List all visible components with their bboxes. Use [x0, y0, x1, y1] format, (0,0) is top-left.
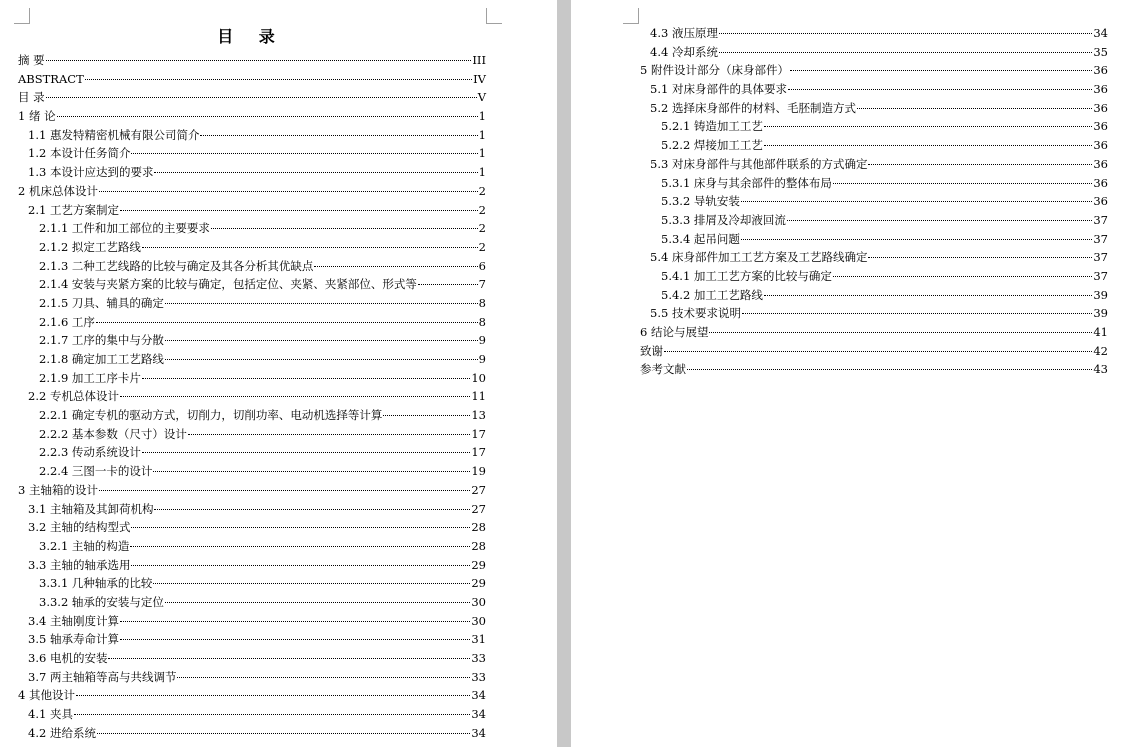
toc-dot-leader: [833, 183, 1092, 184]
toc-entry-title: 2.1.4 安装与夹紧方案的比较与确定，包括定位、夹紧、夹紧部位、形式等: [39, 277, 417, 292]
toc-dot-leader: [99, 191, 478, 192]
toc-dot-leader: [165, 340, 478, 341]
toc-entry[interactable]: [18, 556, 486, 575]
toc-entry-page-number: 9: [478, 352, 486, 366]
toc-entry[interactable]: [18, 518, 486, 537]
toc-dot-leader: [868, 164, 1092, 165]
toc-entry[interactable]: [18, 70, 486, 89]
toc-entry-page-number: 10: [471, 370, 486, 385]
toc-entry-title: 5.4.1 加工工艺方案的比较与确定: [661, 268, 832, 283]
toc-entry-title: 2.1.7 工序的集中与分散: [39, 333, 164, 348]
crop-mark-top-left: [14, 8, 30, 24]
toc-entry-page-number: 13: [471, 408, 486, 423]
toc-entry-title: 2.2.3 传动系统设计: [39, 445, 141, 460]
toc-dot-leader: [120, 621, 470, 622]
crop-mark-top-left: [623, 8, 639, 24]
toc-entry-title: 目 录: [18, 90, 45, 105]
toc-dot-leader: [142, 247, 478, 248]
toc-entry-title: 5.1 对床身部件的具体要求: [650, 82, 787, 97]
toc-entry-title: 2.1.2 拟定工艺路线: [39, 239, 141, 254]
toc-dot-leader: [177, 677, 470, 678]
toc-entry-page-number: 30: [471, 613, 486, 628]
toc-entry-title: 3.5 轴承寿命计算: [28, 632, 119, 647]
toc-entry[interactable]: [640, 155, 1108, 174]
toc-dot-leader: [46, 60, 472, 61]
toc-entry-page-number: 28: [471, 520, 486, 535]
toc-entry[interactable]: [18, 593, 486, 612]
toc-entry[interactable]: [640, 24, 1108, 43]
toc-entry-title: 3.7 两主轴箱等高与共线调节: [28, 669, 177, 684]
toc-entry-title: 1.3 本设计应达到的要求: [28, 165, 154, 180]
toc-entry-title: 5.3.4 起吊问题: [661, 231, 740, 246]
toc-dot-leader: [99, 490, 470, 491]
toc-entry-page-number: 2: [478, 221, 486, 236]
toc-entry[interactable]: [18, 574, 486, 593]
toc-entry[interactable]: [640, 117, 1108, 136]
toc-entry-page-number: 41: [1093, 325, 1108, 339]
toc-entry-page-number: 8: [478, 314, 486, 329]
document-page-left: [0, 0, 557, 747]
toc-entry-page-number: 27: [471, 482, 486, 497]
toc-entry-page-number: 31: [471, 632, 486, 647]
toc-entry[interactable]: [640, 248, 1108, 267]
toc-entry-page-number: 2: [478, 202, 486, 217]
toc-entry-page-number: 1: [478, 146, 486, 161]
toc-entry-title: 摘 要: [18, 53, 45, 67]
toc-dot-leader: [85, 79, 472, 80]
toc-entry-page-number: 1: [478, 127, 486, 142]
toc-entry-page-number: 43: [1093, 362, 1108, 377]
toc-entry-page-number: 1: [478, 109, 486, 124]
toc-entry[interactable]: [18, 201, 486, 220]
toc-entry[interactable]: [18, 350, 486, 369]
toc-entry-title: 2.1.3 二种工艺线路的比较与确定及其各分析其优缺点: [39, 258, 314, 273]
document-page-right: [571, 0, 1143, 747]
toc-entry[interactable]: [640, 43, 1108, 62]
toc-entry-title: 3.6 电机的安装: [28, 651, 108, 665]
toc-entry[interactable]: [640, 174, 1108, 193]
toc-entry[interactable]: [18, 668, 486, 687]
toc-list-left: [18, 51, 486, 742]
toc-entry-page-number: 34: [471, 688, 486, 703]
toc-entry[interactable]: [18, 219, 486, 238]
toc-entry[interactable]: [640, 323, 1108, 342]
toc-entry-page-number: IV: [473, 71, 486, 86]
toc-dot-leader: [120, 639, 470, 640]
toc-entry[interactable]: [18, 294, 486, 313]
toc-entry-page-number: 37: [1093, 212, 1108, 227]
toc-entry-title: 5.2 选择床身部件的材料、毛胚制造方式: [650, 100, 856, 115]
toc-entry-page-number: 7: [478, 277, 486, 292]
toc-dot-leader: [741, 201, 1092, 202]
toc-entry-title: 5.4.2 加工工艺路线: [661, 287, 763, 302]
toc-entry-title: 5.4 床身部件加工工艺方案及工艺路线确定: [650, 250, 868, 265]
toc-entry[interactable]: [18, 537, 486, 556]
toc-entry[interactable]: [18, 182, 486, 201]
toc-entry[interactable]: [18, 425, 486, 444]
toc-dot-leader: [46, 97, 477, 98]
toc-entry-title: 6 结论与展望: [640, 325, 709, 339]
toc-entry-page-number: 27: [471, 501, 486, 516]
toc-entry[interactable]: [640, 136, 1108, 155]
toc-entry[interactable]: [18, 686, 486, 705]
toc-entry-title: 3.2 主轴的结构型式: [28, 520, 131, 535]
toc-entry-title: 3.2.1 主轴的构造: [39, 538, 130, 553]
toc-entry-page-number: 37: [1093, 231, 1108, 246]
toc-entry-title: 4.2 进给系统: [28, 725, 96, 740]
toc-entry-title: 3.1 主轴箱及其卸荷机构: [28, 501, 154, 516]
toc-entry-title: 5.5 技术要求说明: [650, 306, 741, 321]
toc-dot-leader: [764, 295, 1092, 296]
toc-dot-leader: [120, 210, 478, 211]
toc-entry-title: 2.1.1 工件和加工部位的主要要求: [39, 221, 210, 236]
toc-entry-page-number: 17: [471, 445, 486, 460]
toc-dot-leader: [742, 313, 1092, 314]
toc-dot-leader: [719, 33, 1092, 34]
toc-entry-title: 4.4 冷却系统: [650, 44, 718, 59]
toc-entry-page-number: 19: [471, 464, 486, 479]
toc-entry-page-number: 33: [471, 651, 486, 665]
toc-dot-leader: [165, 359, 478, 360]
toc-entry[interactable]: [18, 705, 486, 724]
toc-entry[interactable]: [640, 99, 1108, 118]
toc-entry-title: 2.2.4 三图一卡的设计: [39, 464, 153, 479]
toc-dot-leader: [165, 303, 478, 304]
toc-entry-title: 2.1.8 确定加工工艺路线: [39, 352, 164, 366]
toc-dot-leader: [857, 108, 1092, 109]
toc-entry[interactable]: [18, 88, 486, 107]
toc-entry-title: 2.2 专机总体设计: [28, 389, 119, 404]
toc-entry[interactable]: [18, 612, 486, 631]
toc-dot-leader: [788, 89, 1092, 90]
toc-entry-title: 5.2.1 铸造加工工艺: [661, 119, 763, 134]
toc-dot-leader: [200, 135, 477, 136]
toc-dot-leader: [314, 266, 477, 267]
toc-entry-title: 5.3.3 排屑及冷却液回流: [661, 212, 786, 227]
toc-entry-page-number: 11: [471, 389, 486, 404]
toc-dot-leader: [687, 369, 1092, 370]
toc-entry-title: 4 其他设计: [18, 688, 75, 703]
toc-entry-title: 5 附件设计部分（床身部件）: [640, 63, 789, 78]
toc-entry-title: 1.1 惠发特精密机械有限公司简介: [28, 127, 200, 142]
toc-entry-page-number: 36: [1093, 119, 1108, 134]
toc-entry-title: 4.1 夹具: [28, 707, 73, 722]
toc-dot-leader: [868, 257, 1092, 258]
toc-title: 目 录: [217, 27, 285, 46]
toc-entry-title: 5.2.2 焊接加工工艺: [661, 138, 763, 153]
toc-entry-title: 1.2 本设计任务简介: [28, 146, 131, 161]
toc-dot-leader: [709, 332, 1092, 333]
toc-entry-page-number: 36: [1093, 100, 1108, 115]
toc-dot-leader: [130, 546, 470, 547]
toc-entry[interactable]: [18, 406, 486, 425]
toc-entry-title: 3.3.1 几种轴承的比较: [39, 576, 153, 591]
toc-entry-page-number: V: [477, 90, 486, 105]
toc-entry-page-number: 2: [478, 183, 486, 198]
toc-entry-page-number: 35: [1093, 44, 1108, 59]
toc-entry-title: 2.1.9 加工工序卡片: [39, 370, 141, 385]
toc-dot-leader: [154, 172, 477, 173]
toc-entry[interactable]: [18, 313, 486, 332]
toc-dot-leader: [790, 70, 1092, 71]
toc-dot-leader: [719, 52, 1092, 53]
toc-dot-leader: [418, 284, 478, 285]
toc-entry-page-number: 29: [471, 576, 486, 591]
toc-entry-title: 4.3 液压原理: [650, 26, 718, 40]
toc-entry-page-number: 30: [471, 594, 486, 609]
toc-dot-leader: [131, 565, 470, 566]
toc-dot-leader: [96, 322, 478, 323]
toc-dot-leader: [664, 351, 1092, 352]
toc-entry[interactable]: [640, 360, 1108, 379]
toc-entry-page-number: 29: [471, 557, 486, 572]
toc-entry[interactable]: [18, 275, 486, 294]
toc-entry[interactable]: [18, 238, 486, 257]
toc-entry-page-number: 6: [478, 258, 486, 273]
toc-dot-leader: [57, 116, 478, 117]
toc-entry-title: 3.4 主轴刚度计算: [28, 613, 119, 628]
toc-entry-page-number: 2: [478, 239, 486, 254]
toc-entry[interactable]: [640, 267, 1108, 286]
toc-entry-page-number: 8: [478, 295, 486, 310]
toc-entry[interactable]: [640, 286, 1108, 305]
toc-dot-leader: [74, 714, 470, 715]
toc-entry-page-number: 37: [1093, 250, 1108, 265]
toc-entry-title: 3 主轴箱的设计: [18, 482, 98, 497]
toc-entry-page-number: 36: [1093, 156, 1108, 171]
toc-entry[interactable]: [18, 649, 486, 668]
toc-entry-page-number: 34: [1093, 26, 1108, 40]
toc-dot-leader: [211, 228, 478, 229]
toc-entry[interactable]: [18, 126, 486, 145]
toc-entry[interactable]: [640, 61, 1108, 80]
toc-entry-title: 5.3.2 导轨安装: [661, 194, 740, 209]
toc-entry-page-number: 36: [1093, 138, 1108, 153]
toc-entry-title: 2.2.1 确定专机的驱动方式，切削力，切削功率、电动机选择等计算: [39, 408, 383, 423]
toc-entry-page-number: 34: [471, 707, 486, 722]
toc-entry-page-number: 34: [471, 725, 486, 740]
toc-dot-leader: [154, 509, 470, 510]
toc-entry-page-number: 36: [1093, 63, 1108, 78]
toc-entry[interactable]: [18, 500, 486, 519]
toc-dot-leader: [131, 153, 477, 154]
toc-dot-leader: [120, 396, 470, 397]
toc-entry-page-number: 37: [1093, 268, 1108, 283]
toc-dot-leader: [97, 733, 470, 734]
toc-dot-leader: [142, 378, 470, 379]
toc-entry[interactable]: [18, 443, 486, 462]
crop-mark-top-right: [486, 8, 502, 24]
toc-dot-leader: [153, 583, 470, 584]
toc-dot-leader: [142, 452, 470, 453]
toc-entry[interactable]: [640, 192, 1108, 211]
toc-entry[interactable]: [18, 107, 486, 126]
toc-entry-title: ABSTRACT: [18, 71, 84, 86]
toc-dot-leader: [764, 126, 1092, 127]
toc-dot-leader: [153, 471, 470, 472]
toc-entry-title: 2.1.5 刀具、辅具的确定: [39, 295, 164, 310]
toc-entry-page-number: 9: [478, 333, 486, 348]
toc-dot-leader: [76, 695, 470, 696]
toc-dot-leader: [741, 239, 1092, 240]
toc-entry-title: 5.3.1 床身与其余部件的整体布局: [661, 175, 832, 190]
toc-dot-leader: [833, 276, 1092, 277]
toc-entry[interactable]: [640, 342, 1108, 361]
toc-entry[interactable]: [18, 724, 486, 743]
toc-entry-page-number: 36: [1093, 194, 1108, 209]
toc-entry-title: 2.1 工艺方案制定: [28, 202, 119, 217]
toc-entry-page-number: 36: [1093, 82, 1108, 97]
toc-entry-title: 3.3.2 轴承的安装与定位: [39, 594, 164, 609]
toc-entry[interactable]: [18, 369, 486, 388]
toc-entry-page-number: 39: [1093, 306, 1108, 321]
toc-entry[interactable]: [18, 163, 486, 182]
toc-entry-title: 2 机床总体设计: [18, 183, 98, 198]
toc-entry-title: 参考文献: [640, 362, 686, 377]
toc-entry-title: 2.1.6 工序: [39, 314, 95, 329]
toc-entry-page-number: 33: [471, 669, 486, 684]
toc-entry-page-number: 17: [471, 426, 486, 441]
toc-entry-page-number: 28: [471, 538, 486, 553]
toc-entry-title: 5.3 对床身部件与其他部件联系的方式确定: [650, 156, 868, 171]
toc-entry-page-number: 1: [478, 165, 486, 180]
toc-entry[interactable]: [18, 481, 486, 500]
toc-entry-title: 3.3 主轴的轴承选用: [28, 557, 131, 572]
toc-entry[interactable]: [18, 331, 486, 350]
toc-entry[interactable]: [18, 257, 486, 276]
toc-entry[interactable]: [640, 230, 1108, 249]
toc-entry-title: 1 绪 论: [18, 109, 56, 124]
toc-entry[interactable]: [640, 304, 1108, 323]
toc-dot-leader: [188, 434, 470, 435]
toc-entry[interactable]: [18, 462, 486, 481]
toc-entry-title: 2.2.2 基本参数（尺寸）设计: [39, 426, 187, 441]
toc-entry[interactable]: [18, 51, 486, 70]
toc-list-right: [640, 24, 1108, 379]
toc-entry[interactable]: [640, 211, 1108, 230]
page-gutter: [557, 0, 571, 747]
toc-dot-leader: [165, 602, 470, 603]
toc-entry-page-number: 36: [1093, 175, 1108, 190]
toc-entry-page-number: 42: [1093, 343, 1108, 358]
toc-dot-leader: [108, 658, 470, 659]
toc-entry[interactable]: [18, 144, 486, 163]
toc-entry-title: 致谢: [640, 343, 663, 358]
toc-dot-leader: [131, 527, 470, 528]
toc-dot-leader: [764, 145, 1092, 146]
toc-dot-leader: [383, 415, 470, 416]
toc-entry[interactable]: [18, 387, 486, 406]
toc-entry[interactable]: [640, 80, 1108, 99]
toc-entry[interactable]: [18, 630, 486, 649]
toc-entry-page-number: III: [472, 53, 486, 67]
toc-entry-page-number: 39: [1093, 287, 1108, 302]
toc-dot-leader: [787, 220, 1092, 221]
